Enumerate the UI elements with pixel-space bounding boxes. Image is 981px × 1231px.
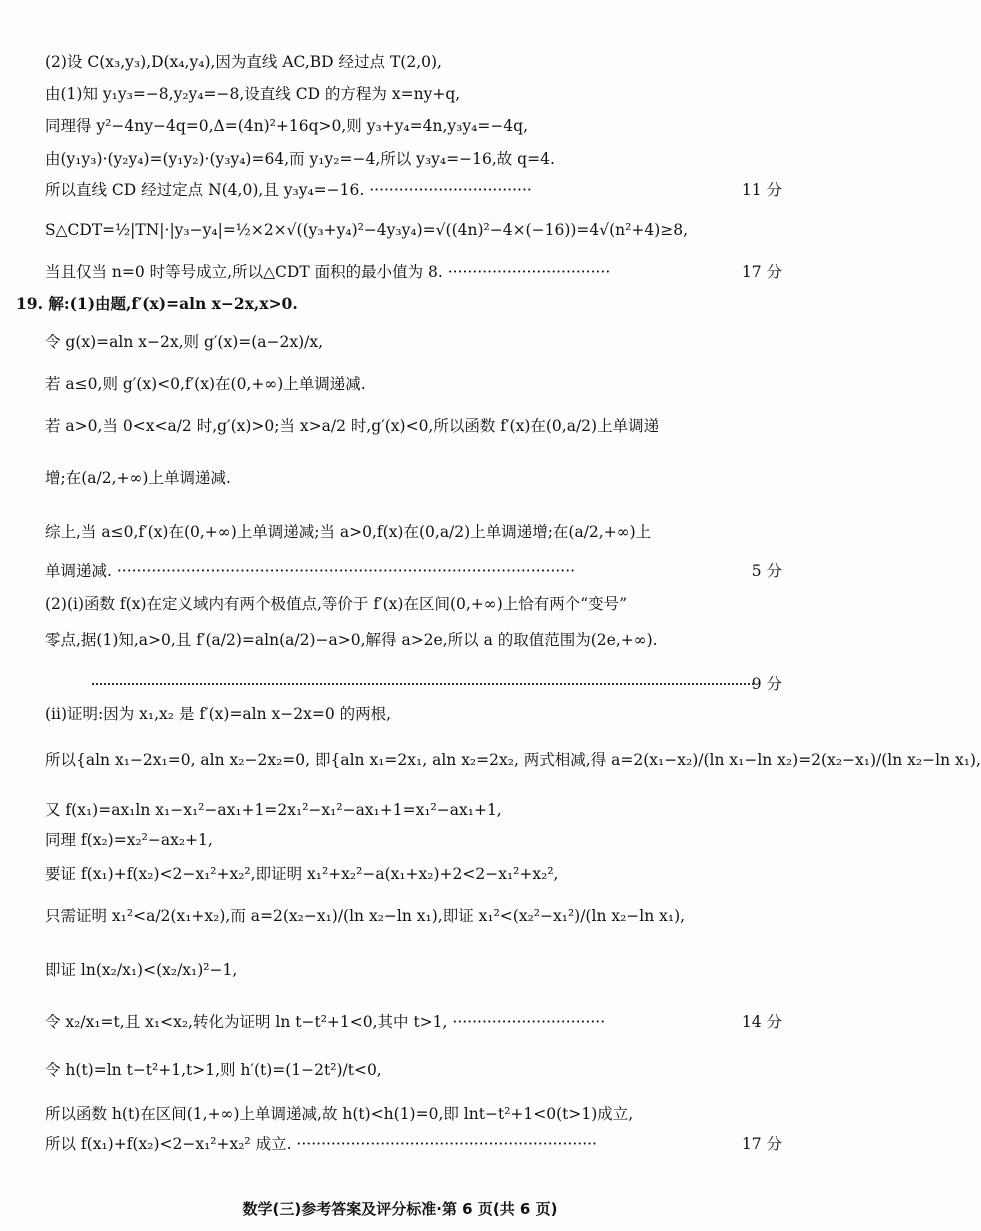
line-20: 同理 f(x₂)=x₂²−ax₂+1,: [45, 831, 213, 849]
line-4: 由(y₁y₃)·(y₂y₄)=(y₁y₂)·(y₃y₄)=64,而 y₁y₂=−4,所以 y₃y₄=−16,故 q=4.: [45, 150, 555, 168]
line-3: 同理得 y²−4ny−4q=0,Δ=(4n)²+16q>0,则 y₃+y₄=4n,y₃y₄=−4q,: [45, 117, 529, 135]
line-10: 若 a≤0,则 g′(x)<0,f′(x)在(0,+∞)上单调递减.: [45, 375, 366, 393]
line-2: 由(1)知 y₁y₃=−8,y₂y₄=−8,设直线 CD 的方程为 x=ny+q,: [45, 85, 461, 103]
line-6: S△CDT=½|TN|·|y₃−y₄|=½×2×√((y₃+y₄)²−4y₃y₄)=√((4n)²−4×(−16))=4√(n²+4)≥8,: [45, 221, 689, 239]
score-9: 9 分: [751, 675, 782, 693]
line-12: 增;在(a/2,+∞)上单调递减.: [45, 469, 231, 487]
line-19: 又 f(x₁)=ax₁ln x₁−x₁²−ax₁+1=2x₁²−x₁²−ax₁+1=x₁²−ax₁+1,: [45, 801, 502, 819]
line-16: 零点,据(1)知,a>0,且 f′(a/2)=aln(a/2)−a>0,解得 a>2e,所以 a 的取值范围为(2e,+∞).: [45, 631, 658, 649]
score-17b: 17 分: [738, 1134, 782, 1154]
line-1: (2)设 C(x₃,y₃),D(x₄,y₄),因为直线 AC,BD 经过点 T(2,0),: [45, 53, 442, 71]
dot-leader: [92, 683, 754, 685]
line-25: 令 h(t)=ln t−t²+1,t>1,则 h′(t)=(1−2t²)/t<0,: [45, 1061, 382, 1079]
score-17a: 17 分: [738, 262, 782, 282]
page-footer: 数学(三)参考答案及评分标准·第 6 页(共 6 页): [242, 1200, 558, 1218]
line-7: 当且仅当 n=0 时等号成立,所以△CDT 面积的最小值为 8. ································· 17 分: [45, 263, 782, 281]
line-23: 即证 ln(x₂/x₁)<(x₂/x₁)²−1,: [45, 961, 238, 979]
line-14: 单调递减. ····························································································· 5 分: [45, 562, 782, 580]
line-17: (ⅱ)证明:因为 x₁,x₂ 是 f′(x)=aln x−2x=0 的两根,: [45, 705, 392, 723]
line-9: 令 g(x)=aln x−2x,则 g′(x)=(a−2x)/x,: [45, 333, 324, 351]
line-24: 令 x₂/x₁=t,且 x₁<x₂,转化为证明 ln t−t²+1<0,其中 t>1, ······························· 14 分: [45, 1013, 782, 1031]
line-5: 所以直线 CD 经过定点 N(4,0),且 y₃y₄=−16. ································· 11 分: [45, 181, 782, 199]
line-22: 只需证明 x₁²<a/2(x₁+x₂),而 a=2(x₂−x₁)/(ln x₂−ln x₁),即证 x₁²<(x₂²−x₁²)/(ln x₂−ln x₁),: [45, 907, 686, 925]
score-11: 11 分: [738, 180, 782, 200]
score-14: 14 分: [738, 1012, 782, 1032]
line-13: 综上,当 a≤0,f′(x)在(0,+∞)上单调递减;当 a>0,f(x)在(0,a/2)上单调递增;在(a/2,+∞)上: [45, 523, 652, 541]
line-27: 所以 f(x₁)+f(x₂)<2−x₁²+x₂² 成立. ····························································· 17 分: [45, 1135, 782, 1153]
line-11: 若 a>0,当 0<x<a/2 时,g′(x)>0;当 x>a/2 时,g′(x)<0,所以函数 f′(x)在(0,a/2)上单调递: [45, 417, 660, 435]
line-15: (2)(ⅰ)函数 f(x)在定义域内有两个极值点,等价于 f′(x)在区间(0,+∞)上恰有两个“变号”: [45, 595, 628, 613]
line-8: 19. 解:(1)由题,f′(x)=aln x−2x,x>0.: [16, 294, 298, 313]
score-5: 5 分: [748, 561, 782, 581]
line-21: 要证 f(x₁)+f(x₂)<2−x₁²+x₂²,即证明 x₁²+x₂²−a(x₁+x₂)+2<2−x₁²+x₂²,: [45, 865, 559, 883]
line-26: 所以函数 h(t)在区间(1,+∞)上单调递减,故 h(t)<h(1)=0,即 lnt−t²+1<0(t>1)成立,: [45, 1105, 634, 1123]
line-18: 所以{aln x₁−2x₁=0, aln x₂−2x₂=0, 即{aln x₁=2x₁, aln x₂=2x₂, 两式相减,得 a=2(x₁−x₂)/(ln x₁−ln x₂)=2(x₂−x₁)/(ln x₂−ln x₁),: [45, 751, 981, 769]
